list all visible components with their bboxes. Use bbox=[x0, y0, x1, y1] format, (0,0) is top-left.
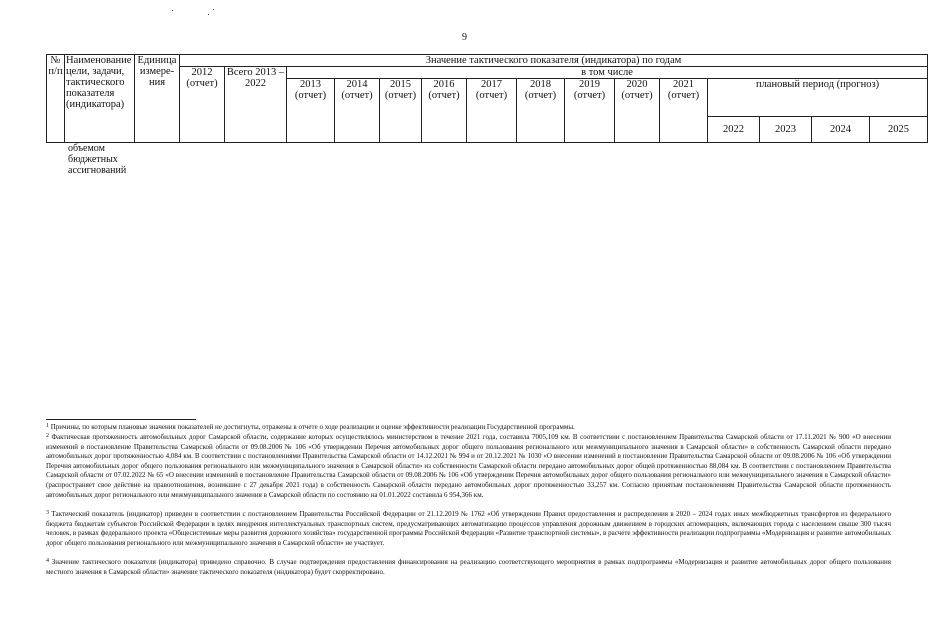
continuation-text: объемом бюджетных ассигнований bbox=[68, 143, 127, 176]
indicators-table bbox=[46, 54, 928, 143]
header-year-2025: 2025 bbox=[870, 117, 928, 143]
header-plan: плановый период (прогноз) bbox=[708, 79, 928, 117]
header-year-2015: 2015 (отчет) bbox=[380, 79, 422, 143]
scan-speck bbox=[172, 10, 173, 11]
header-values: Значение тактического показателя (индикатора) по годам bbox=[180, 55, 928, 67]
header-num: № п/п bbox=[47, 55, 65, 143]
header-year-2019: 2019 (отчет) bbox=[565, 79, 615, 143]
header-year-2020: 2020 (отчет) bbox=[615, 79, 660, 143]
header-year-2024: 2024 bbox=[812, 117, 870, 143]
header-total: Всего 2013 – 2022 bbox=[225, 67, 287, 143]
header-year-2023: 2023 bbox=[760, 117, 812, 143]
footnote-2: $^2$ Фактическая протяженность автомобильных дорог Самарской области, содержание которых осуществлялось министерством в течение 2021 года, составила 7005,109 км. В соответствии с постановлением Правительства Самарской области от 17.11.2021 № 900 «О внесении изменений в постановление Правительства Самарской области от 09.08.2006 № 106 «Об утверждении Перечня автомобильных дорог общего пользования регионального или межмуниципального значения в Самарской области» в собственность Самарской области передано автомобильных дорог протяженностью 4,084 км. В соответствии с постановлениями Правительства Самарской области от 14.12.2021 № 994 и от 20.12.2021 № 1030 «О внесении изменений в постановление Правительства Самарской области от 09.08.2006 № 106 «Об утверждении Перечня автомобильных дорог общего пользования регионального или межмуниципального значения в Самарской области» из собственности Самарской области передано автомобильных дорог общей протяженностью 88,084 км. В соответствии с постановлением Правительства Самарской области от 07.02.2022 № 65 «О внесении изменений в постановление Правительства Самарской области от 09.08.2006 № 106 «Об утверждении Перечня автомобильных дорог общего пользования регионального или межмуниципального значения в Самарской области» (распространяет свое действие на правоотношения, возникшие с 27 декабря 2021 года) в собственность Самарской области передано автомобильных дорог протяженностью 33,257 км. Согласно принятым постановлениям Правительства Самарской области протяженность автомобильных дорог регионального или межмуниципального значения в Самарской области по состоянию на 01.01.2022 составила 6 954,366 км. bbox=[46, 433, 892, 499]
header-year-2014: 2014 (отчет) bbox=[335, 79, 380, 143]
header-year-2022: 2022 bbox=[708, 117, 760, 143]
header-2012: 2012 (отчет) bbox=[180, 67, 225, 143]
header-year-2021: 2021 (отчет) bbox=[660, 79, 708, 143]
footnote-separator bbox=[46, 419, 196, 420]
page-number: 9 bbox=[462, 32, 467, 43]
header-including: в том числе bbox=[287, 67, 928, 79]
header-year-2018: 2018 (отчет) bbox=[517, 79, 565, 143]
footnote-3: $^3$ Тактический показатель (индикатор) приведен в соответствии с постановлением Правительства Российской Федерации от 21.12.2019 № 1762 «Об утверждении Правил предоставления и распределения в 2020 – 2024 годах иных межбюджетных трансфертов из федерального бюджета бюджетам субъектов Российской Федерации в целях внедрения интеллектуальных транспортных систем, предусматривающих автоматизацию процессов управления дорожным движением в городских агломерациях, включающих города с населением свыше 300 тысяч человек, в рамках федерального проекта «Общесистемные меры развития дорожного хозяйства» государственной программы Российской Федерации «Развитие транспортной системы», в расчете эффективности реализации подпрограммы «Модернизация и развитие автомобильных дорог общего пользования регионального или межмуниципального значения в Самарской области» не участвует. bbox=[46, 510, 892, 547]
header-unit: Единица измере-ния bbox=[135, 55, 180, 143]
scan-speck bbox=[208, 14, 209, 15]
header-year-2016: 2016 (отчет) bbox=[422, 79, 467, 143]
footnote-1: $^1$ Причины, по которым плановые значения показателей не достигнуты, отражены в отчете о ходе реализации и оценке эффективности реализации Государственной программы. bbox=[46, 423, 575, 431]
header-name: Наименование цели, задачи, тактического показателя (индикатора) bbox=[65, 55, 135, 143]
header-year-2013: 2013 (отчет) bbox=[287, 79, 335, 143]
header-year-2017: 2017 (отчет) bbox=[467, 79, 517, 143]
scan-speck bbox=[213, 9, 214, 10]
footnote-4: $^4$ Значение тактического показателя (индикатора) приведено справочно. В случае подтверждения предоставления финансирования на реализацию соответствующего мероприятия в рамках подпрограммы «Модернизация и развитие автомобильных дорог общего пользования местного значения в Самарской области» значение тактического показателя (индикатора) будет скорректировано. bbox=[46, 558, 891, 576]
